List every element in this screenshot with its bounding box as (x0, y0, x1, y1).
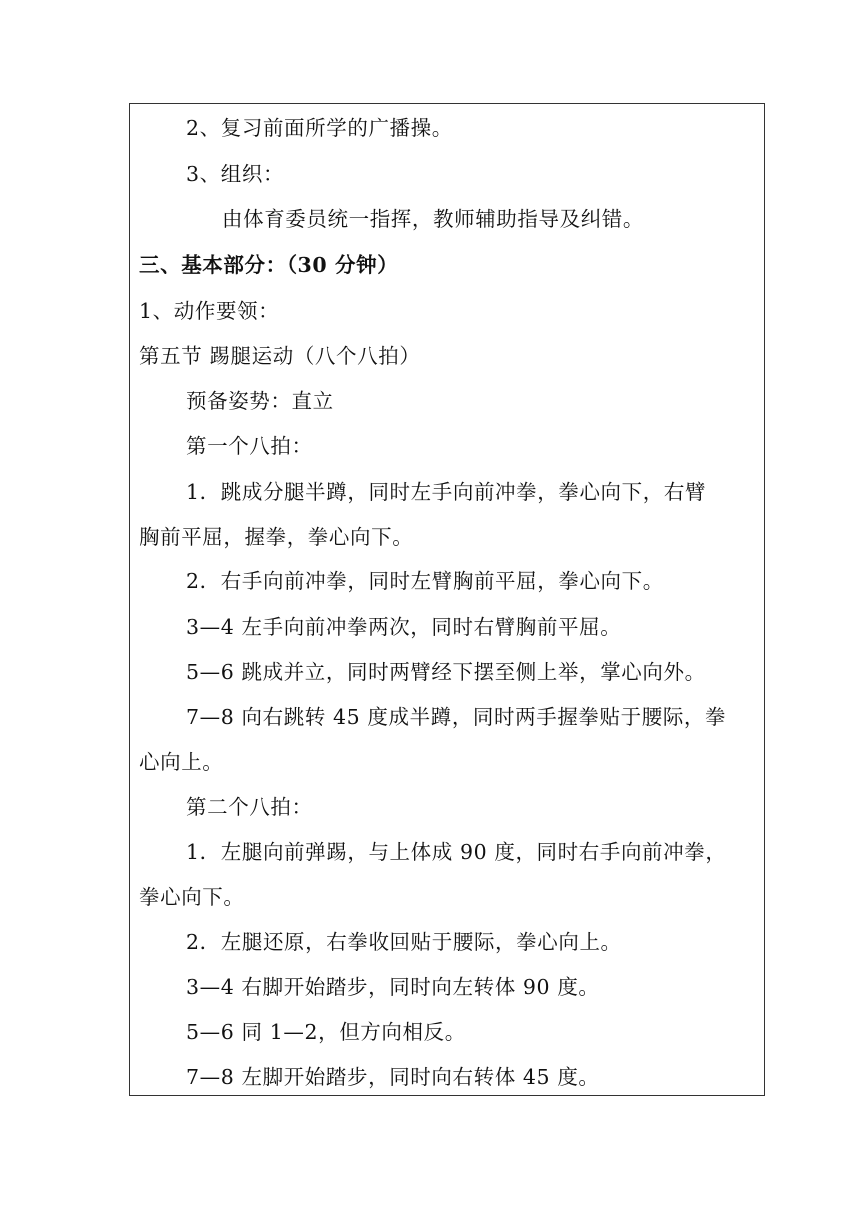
text-line-first-beat-1-cont: 胸前平屈，握拳，拳心向下。 (139, 525, 414, 549)
text-line-second-beat-3-4: 3—4 右脚开始踏步，同时向左转体 90 度。 (186, 975, 600, 999)
text-line-first-beat-2: 2．右手向前冲拳，同时左臂胸前平屈，拳心向下。 (186, 569, 664, 593)
text-line-organization: 3、组织： (186, 162, 285, 186)
text-line-movement-essentials: 1、动作要领： (139, 299, 280, 323)
text-line-second-eight-beats: 第二个八拍： (186, 795, 313, 819)
text-line-second-beat-5-6: 5—6 同 1—2，但方向相反。 (186, 1020, 466, 1044)
text-line-second-beat-2: 2．左腿还原，右拳收回贴于腰际，拳心向上。 (186, 930, 622, 954)
text-line-first-beat-7-8: 7—8 向右跳转 45 度成半蹲，同时两手握拳贴于腰际，拳 (186, 705, 727, 729)
text-line-first-beat-3-4: 3—4 左手向前冲拳两次，同时右臂胸前平屈。 (186, 615, 622, 639)
text-line-first-beat-7-8-cont: 心向上。 (139, 750, 224, 774)
text-line-second-beat-1: 1．左腿向前弹踢，与上体成 90 度，同时右手向前冲拳， (186, 840, 727, 864)
text-line-first-beat-5-6: 5—6 跳成并立，同时两臂经下摆至侧上举，掌心向外。 (186, 660, 706, 684)
text-line-second-beat-1-cont: 拳心向下。 (139, 885, 245, 909)
section-heading-basic-part: 三、基本部分：（30 分钟） (139, 253, 399, 277)
text-line-section-five-title: 第五节 踢腿运动（八个八拍） (139, 344, 421, 368)
text-line-ready-posture: 预备姿势：直立 (186, 389, 334, 413)
text-line-second-beat-7-8: 7—8 左脚开始踏步，同时向右转体 45 度。 (186, 1065, 600, 1089)
text-line-first-beat-1: 1．跳成分腿半蹲，同时左手向前冲拳，拳心向下，右臂 (186, 480, 707, 504)
text-line-first-eight-beats: 第一个八拍： (186, 434, 313, 458)
text-line-organization-detail: 由体育委员统一指挥，教师辅助指导及纠错。 (222, 207, 644, 231)
text-line-review-exercise: 2、复习前面所学的广播操。 (186, 116, 453, 140)
